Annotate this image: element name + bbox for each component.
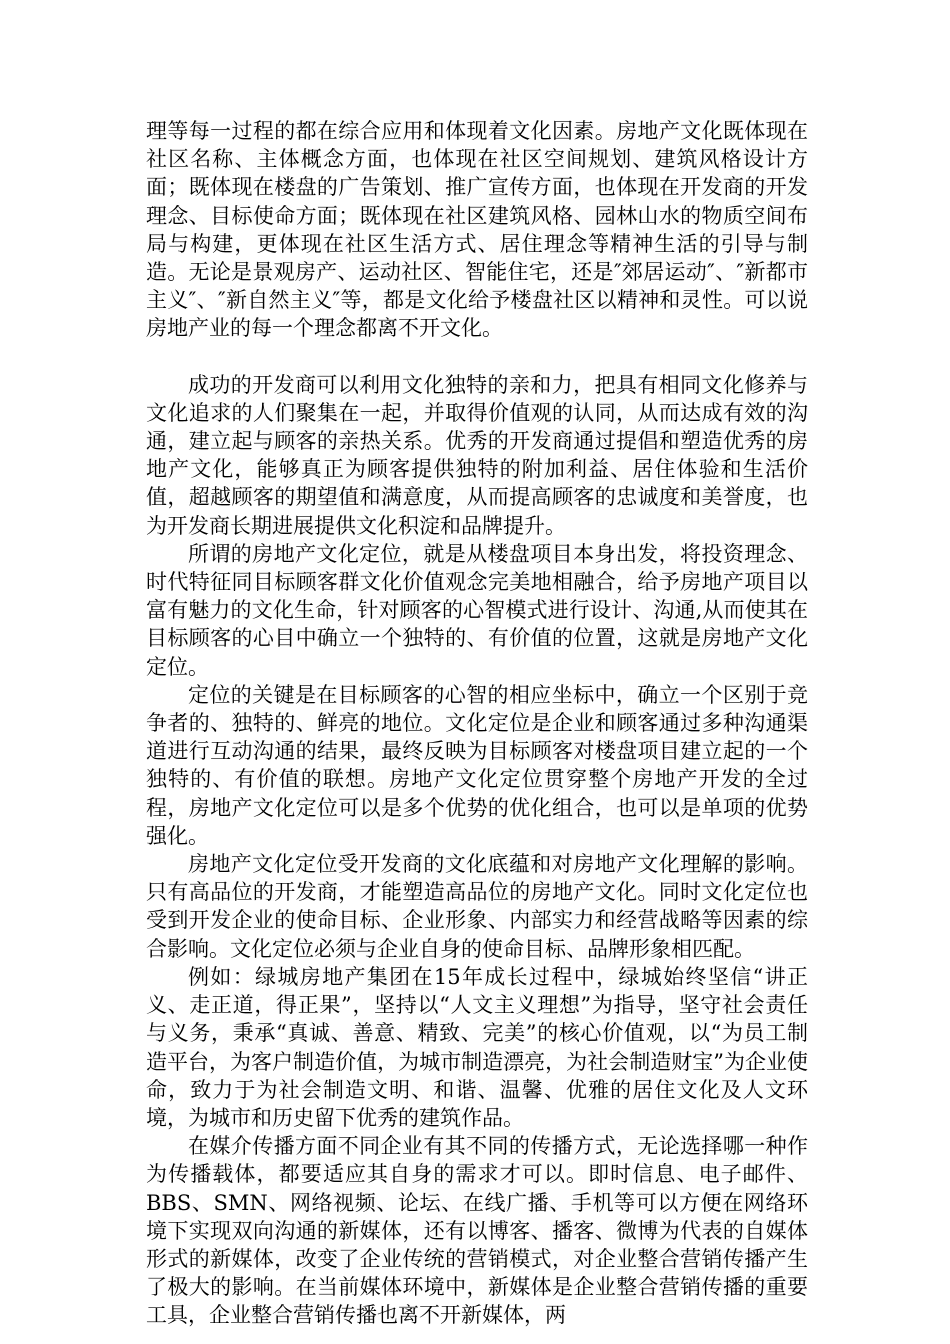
paragraph-6: 例如：绿城房地产集团在15年成长过程中，绿城始终坚信“讲正义、走正道，得正果”，坚持以“人文主义理想”为指导，坚守社会责任与义务，秉承“真诚、善意、精致、完美”的核心价值观，以“为员工制造平台，为客户制造价值，为城市制造漂亮，为社会制造财宝”为企业使命，致力于为社会制造文明、和谐、温馨、优雅的居住文化及人文环境，为城市和历史留下优秀的建筑作品。: [146, 964, 808, 1130]
paragraph-5: 房地产文化定位受开发商的文化底蕴和对房地产文化理解的影响。只有高品位的开发商，才能塑造高品位的房地产文化。同时文化定位也受到开发企业的使命目标、企业形象、内部实力和经营战略等因素的综合影响。文化定位必须与企业自身的使命目标、品牌形象相匹配。: [146, 852, 808, 961]
paragraph-2: 成功的开发商可以利用文化独特的亲和力，把具有相同文化修养与文化追求的人们聚集在一起，并取得价值观的认同，从而达成有效的沟通，建立起与顾客的亲热关系。优秀的开发商通过提倡和塑造优秀的房地产文化，能够真正为顾客提供独特的附加利益、居住体验和生活价值，超越顾客的期望值和满意度，从而提高顾客的忠诚度和美誉度，也为开发商长期进展提供文化积淀和品牌提升。: [146, 372, 808, 538]
paragraph-3: 所谓的房地产文化定位，就是从楼盘项目本身出发，将投资理念、时代特征同目标顾客群文化价值观念完美地相融合，给予房地产项目以富有魅力的文化生命，针对顾客的心智模式进行设计、沟通,从而使其在目标顾客的心目中确立一个独特的、有价值的位置，这就是房地产文化定位。: [146, 541, 808, 679]
paragraph-4: 定位的关键是在目标顾客的心智的相应坐标中，确立一个区别于竞争者的、独特的、鲜亮的地位。文化定位是企业和顾客通过多种沟通渠道进行互动沟通的结果，最终反映为目标顾客对楼盘项目建立起的一个独特的、有价值的联想。房地产文化定位贯穿整个房地产开发的全过程，房地产文化定位可以是多个优势的优化组合，也可以是单项的优势强化。: [146, 682, 808, 848]
paragraph-spacer: [146, 343, 808, 371]
paragraph-1: 理等每一过程的都在综合应用和体现着文化因素。房地产文化既体现在社区名称、主体概念方面，也体现在社区空间规划、建筑风格设计方面；既体现在楼盘的广告策划、推广宣传方面，也体现在开发商的开发理念、目标使命方面；既体现在社区建筑风格、园林山水的物质空间布局与构建，更体现在社区生活方式、居住理念等精神生活的引导与制造。无论是景观房产、运动社区、智能住宅，还是″郊居运动″、″新都市主义″、″新自然主义″等，都是文化给予楼盘社区以精神和灵性。可以说房地产业的每一个理念都离不开文化。: [146, 119, 808, 341]
paragraph-7: 在媒介传播方面不同企业有其不同的传播方式，无论选择哪一种作为传播载体，都要适应其自身的需求才可以。即时信息、电子邮件、BBS、SMN、网络视频、论坛、在线广播、手机等可以方便在网络环境下实现双向沟通的新媒体，还有以博客、播客、微博为代表的自媒体形式的新媒体，改变了企业传统的营销模式，对企业整合营销传播产生了极大的影响。在当前媒体环境中，新媒体是企业整合营销传播的重要工具，企业整合营销传播也离不开新媒体，两: [146, 1134, 808, 1328]
document-page: [146, 117, 808, 1330]
